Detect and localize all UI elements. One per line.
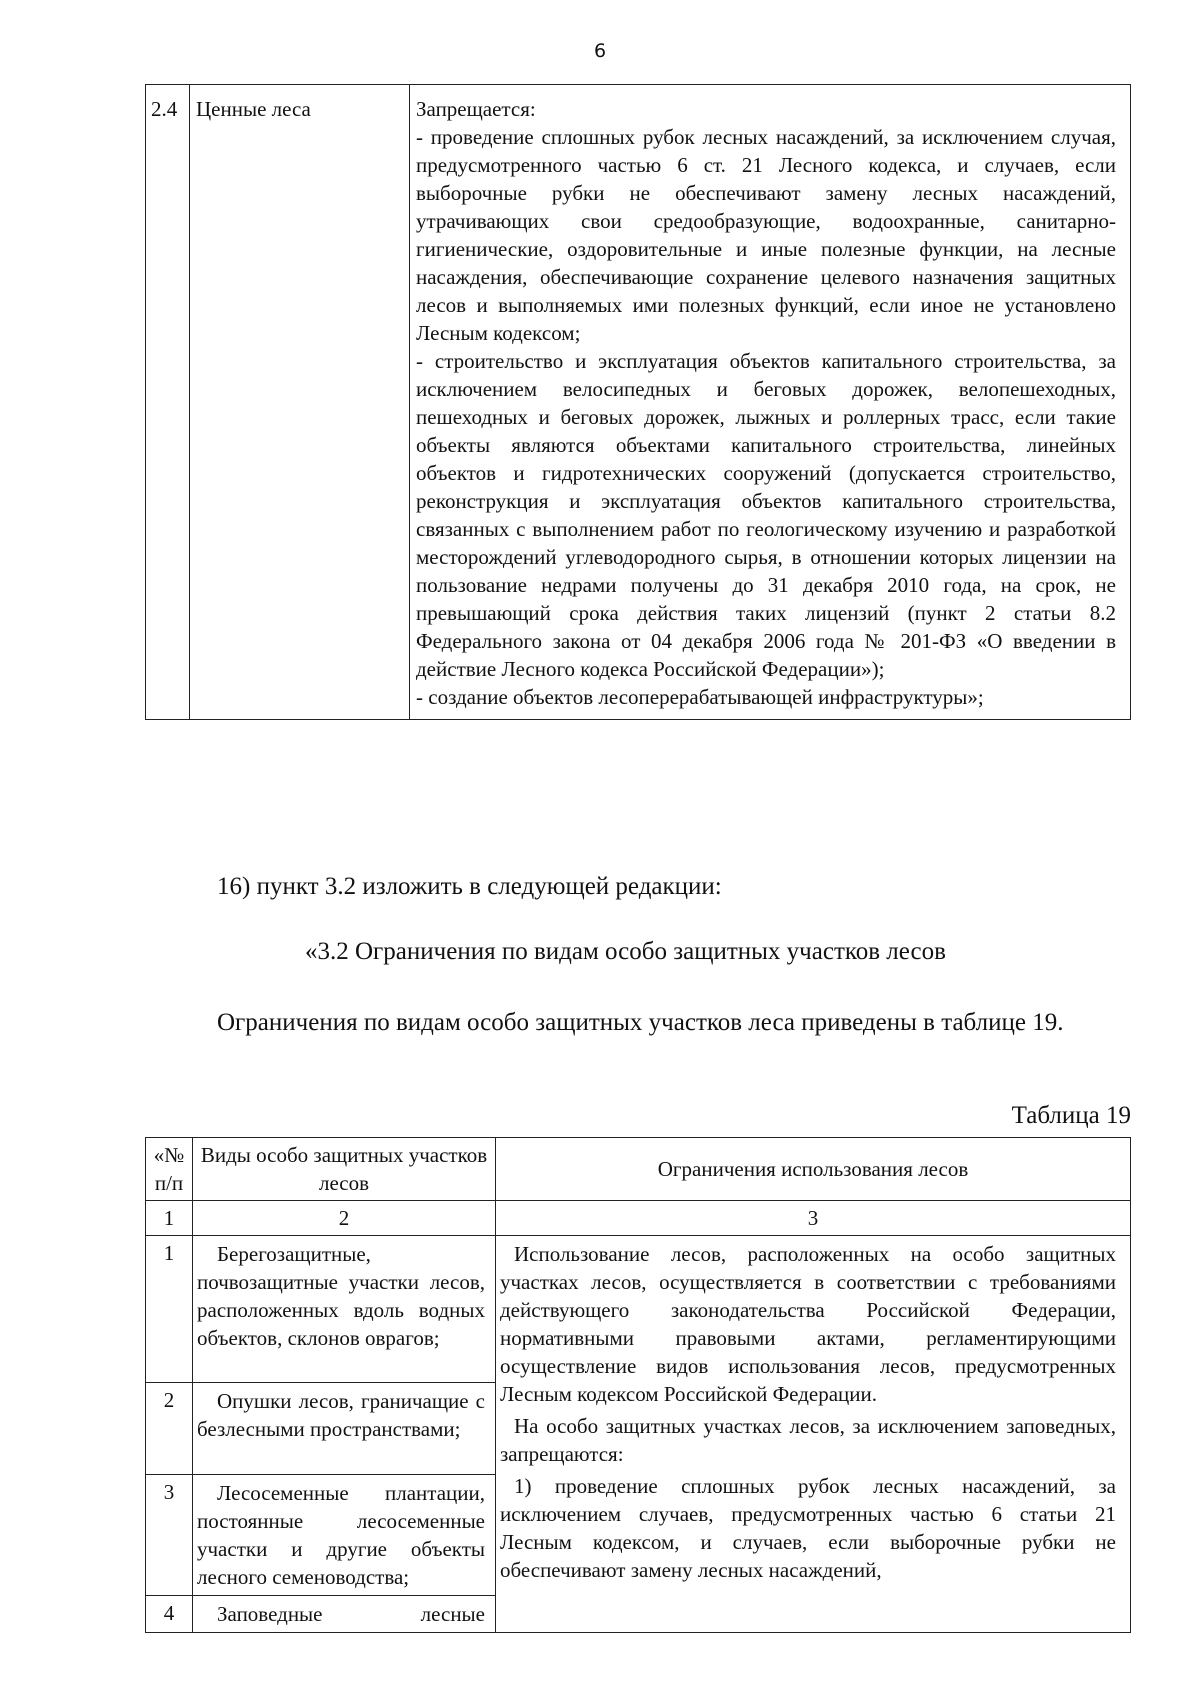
col-number-3: 3 <box>496 1201 1131 1236</box>
body-paragraph: Ограничения по видам особо защитных участков леса приведены в таблице 19. <box>217 1009 1064 1036</box>
row-number: 4 <box>146 1596 193 1633</box>
table-row <box>146 1236 1131 1383</box>
row-number: 2.4 <box>146 85 190 720</box>
restriction-paragraph: 1) проведение сплошных рубок лесных насаждений, за исключением случаев, предусмотренных частью 6 статьи 21 Лесным кодексом, и случаев, если выборочные рубки не обеспечивают замену лесных насаждений, <box>500 1474 1116 1582</box>
col-number-1: 1 <box>146 1201 193 1236</box>
header-number: «№ п/п <box>146 1138 193 1201</box>
header-restrictions: Ограничения использования лесов <box>496 1138 1131 1201</box>
area-type: Заповедные лесные <box>193 1596 496 1633</box>
restriction-item-3: - создание объектов лесоперерабатывающей инфраструктуры»; <box>416 685 984 709</box>
row-number: 1 <box>146 1236 193 1383</box>
restriction-paragraph: Использование лесов, расположенных на особо защитных участках лесов, осуществляется в соответствии с требованиями действующего законодательства Российской Федерации, нормативными правовыми актами, регламентирующими осуществление видов использования лесов, предусмотренных Лесным кодексом Российской Федерации. <box>500 1242 1116 1406</box>
column-number-row <box>146 1201 1131 1236</box>
header-row <box>146 1138 1131 1201</box>
page-number: 6 <box>593 40 607 62</box>
restrictions-heading: Запрещается: <box>416 97 536 121</box>
table-caption: Таблица 19 <box>1011 1102 1131 1129</box>
restriction-paragraph: На особо защитных участках лесов, за исключением заповедных, запрещаются: <box>500 1414 1116 1466</box>
restriction-item-1: - проведение сплошных рубок лесных насаждений, за исключением случая, предусмотренного частью 6 ст. 21 Лесного кодекса, и случаев, если выборочные рубки не обеспечивают замену лесных насаждений, утрачивающих свои средообразующие, водоохранные, санитарно-гигиенические, оздоровительные и иные полезные функции, на лесные насаждения, обеспечивающие сохранение целевого назначения защитных лесов и выполняемых ими полезных функций, если иное не установлено Лесным кодексом; <box>416 125 1116 345</box>
area-type: Берегозащитные, почвозащитные участки лесов, расположенных вдоль водных объектов, склонов оврагов; <box>193 1236 496 1383</box>
header-types: Виды особо защитных участков лесов <box>193 1138 496 1201</box>
forest-restrictions-table-continued <box>145 84 1131 720</box>
section-title: «3.2 Ограничения по видам особо защитных участков лесов <box>305 938 946 965</box>
area-type: Лесосеменные плантации, постоянные лесосеменные участки и другие объекты лесного семеноводства; <box>193 1475 496 1596</box>
restriction-item-2: - строительство и эксплуатация объектов капитального строительства, за исключением велосипедных и беговых дорожек, велопешеходных, пешеходных и беговых дорожек, лыжных и роллерных трасс, если такие объекты являются объектами капитального строительства, линейных объектов и гидротехнических сооружений (допускается строительство, реконструкция и эксплуатация объектов капитального строительства, связанных с выполнением работ по геологическому изучению и разработкой месторождений углеводородного сырья, в отношении которых лицензии на пользование недрами получены до 31 декабря 2010 года, на срок, не превышающий срока действия таких лицензий (пункт 2 статьи 8.2 Федерального закона от 04 декабря 2006 года № 201-ФЗ «О введении в действие Лесного кодекса Российской Федерации»); <box>416 349 1116 681</box>
row-number: 2 <box>146 1383 193 1475</box>
table-row <box>146 85 1131 720</box>
row-number: 3 <box>146 1475 193 1596</box>
restrictions-cell <box>496 1236 1131 1633</box>
restrictions-cell <box>410 85 1131 720</box>
table-19 <box>145 1137 1131 1633</box>
forest-category: Ценные леса <box>190 85 410 720</box>
paragraph-16: 16) пункт 3.2 изложить в следующей редакции: <box>217 873 722 900</box>
col-number-2: 2 <box>193 1201 496 1236</box>
area-type: Опушки лесов, граничащие с безлесными пространствами; <box>193 1383 496 1475</box>
